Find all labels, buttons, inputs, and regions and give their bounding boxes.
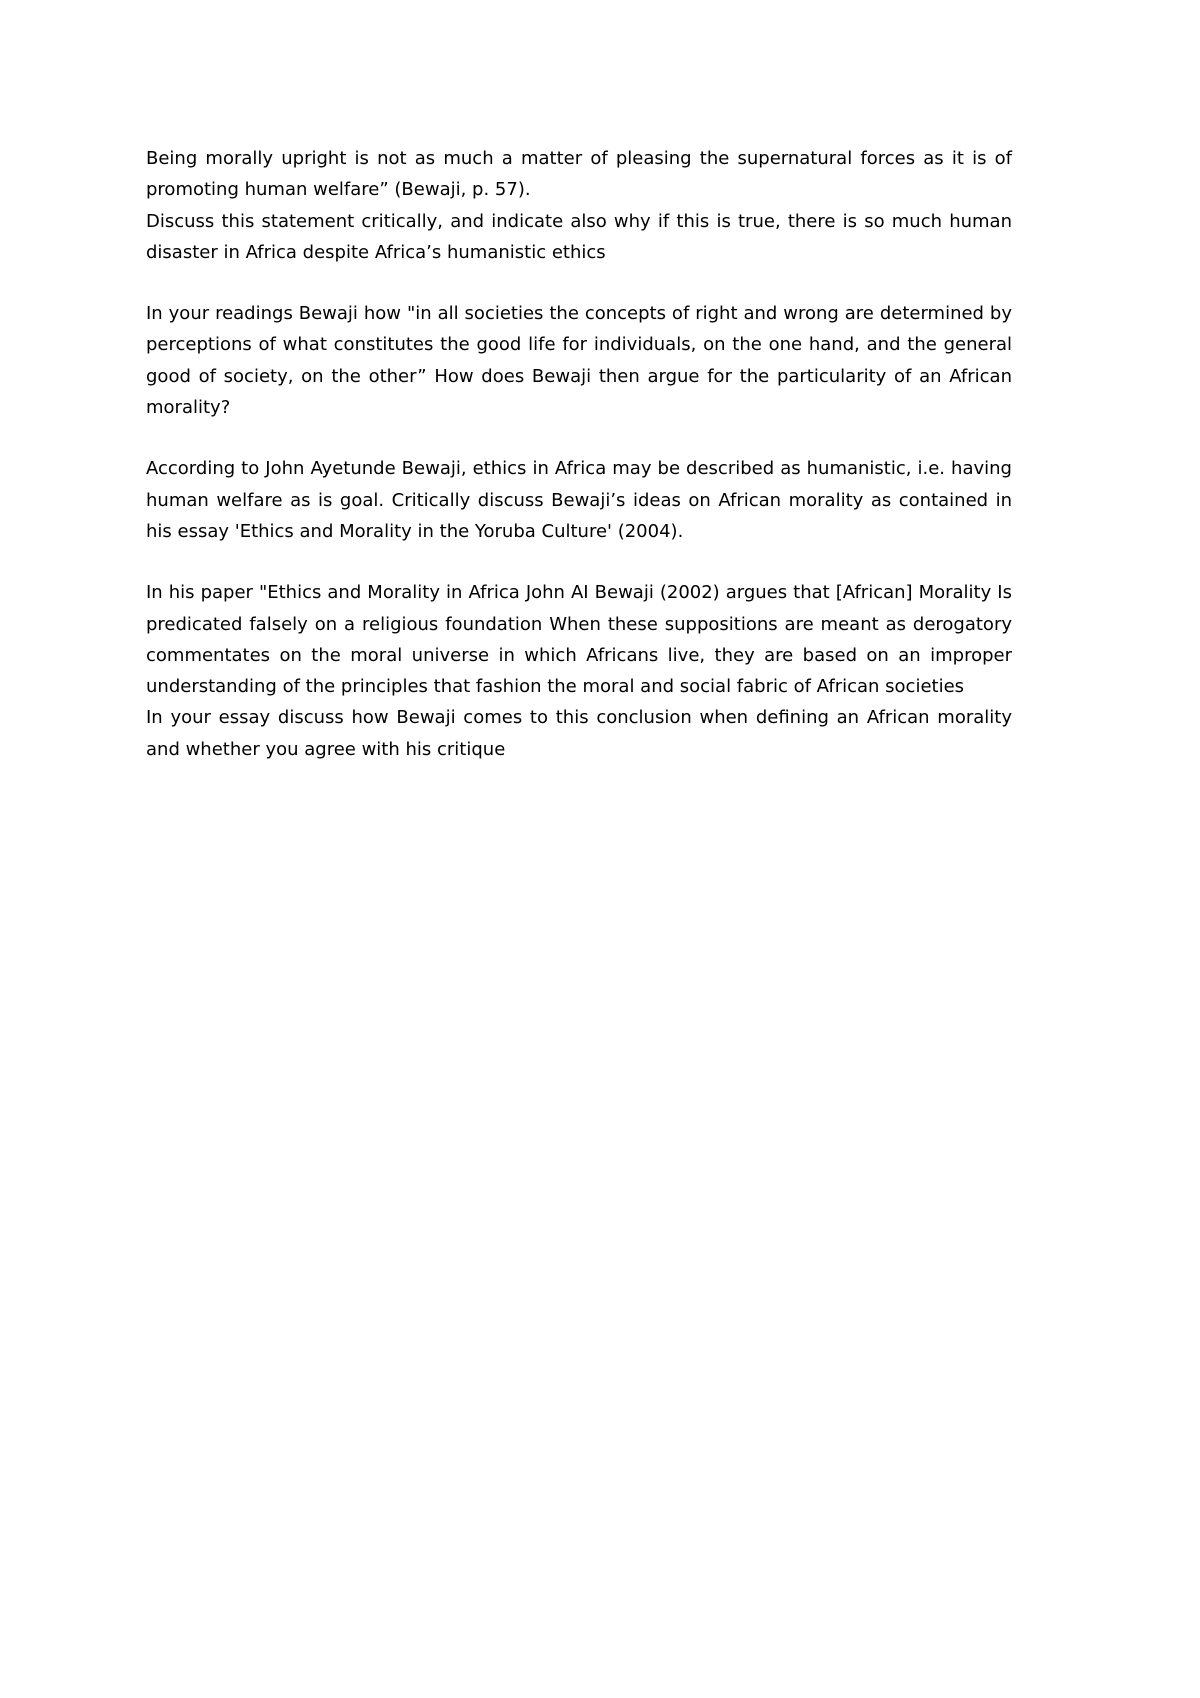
paragraph-1-line-1: Being morally upright is not as much a matter of pleasing the supernatural forces as it is of promoting human welfare” (Bewaji, p. 57). [146, 148, 1012, 201]
paragraph-2: In your readings Bewaji how "in all societies the concepts of right and wrong are determined by perceptions of what constitutes the good life for individuals, on the one hand, and the general good of society, on the other” How does Bewaji then argue for the particularity of an African morality? [146, 303, 1012, 419]
document-body [146, 143, 1012, 765]
paragraph-spacer [146, 423, 1012, 453]
paragraph-3: According to John Ayetunde Bewaji, ethics in Africa may be described as humanistic, i.e. having human welfare as is goal. Critically discuss Bewaji’s ideas on African morality as contained in his essay 'Ethics and Morality in the Yoruba Culture' (2004). [146, 458, 1012, 542]
paragraph-4-line-1: In his paper "Ethics and Morality in Africa John AI Bewaji (2002) argues that [African] Morality Is predicated falsely on a religious foundation When these suppositions are meant as derogatory commentates on the moral universe in which Africans live, they are based on an improper understanding of the principles that fashion the moral and social fabric of African societies [146, 582, 1012, 698]
paragraph-4-line-2: In your essay discuss how Bewaji comes to this conclusion when defining an African morality and whether you agree with his critique [146, 707, 1012, 760]
paragraph-spacer [146, 547, 1012, 577]
paragraph-1-line-2: Discuss this statement critically, and indicate also why if this is true, there is so much human disaster in Africa despite Africa’s humanistic ethics [146, 210, 1012, 263]
paragraph-spacer [146, 268, 1012, 298]
